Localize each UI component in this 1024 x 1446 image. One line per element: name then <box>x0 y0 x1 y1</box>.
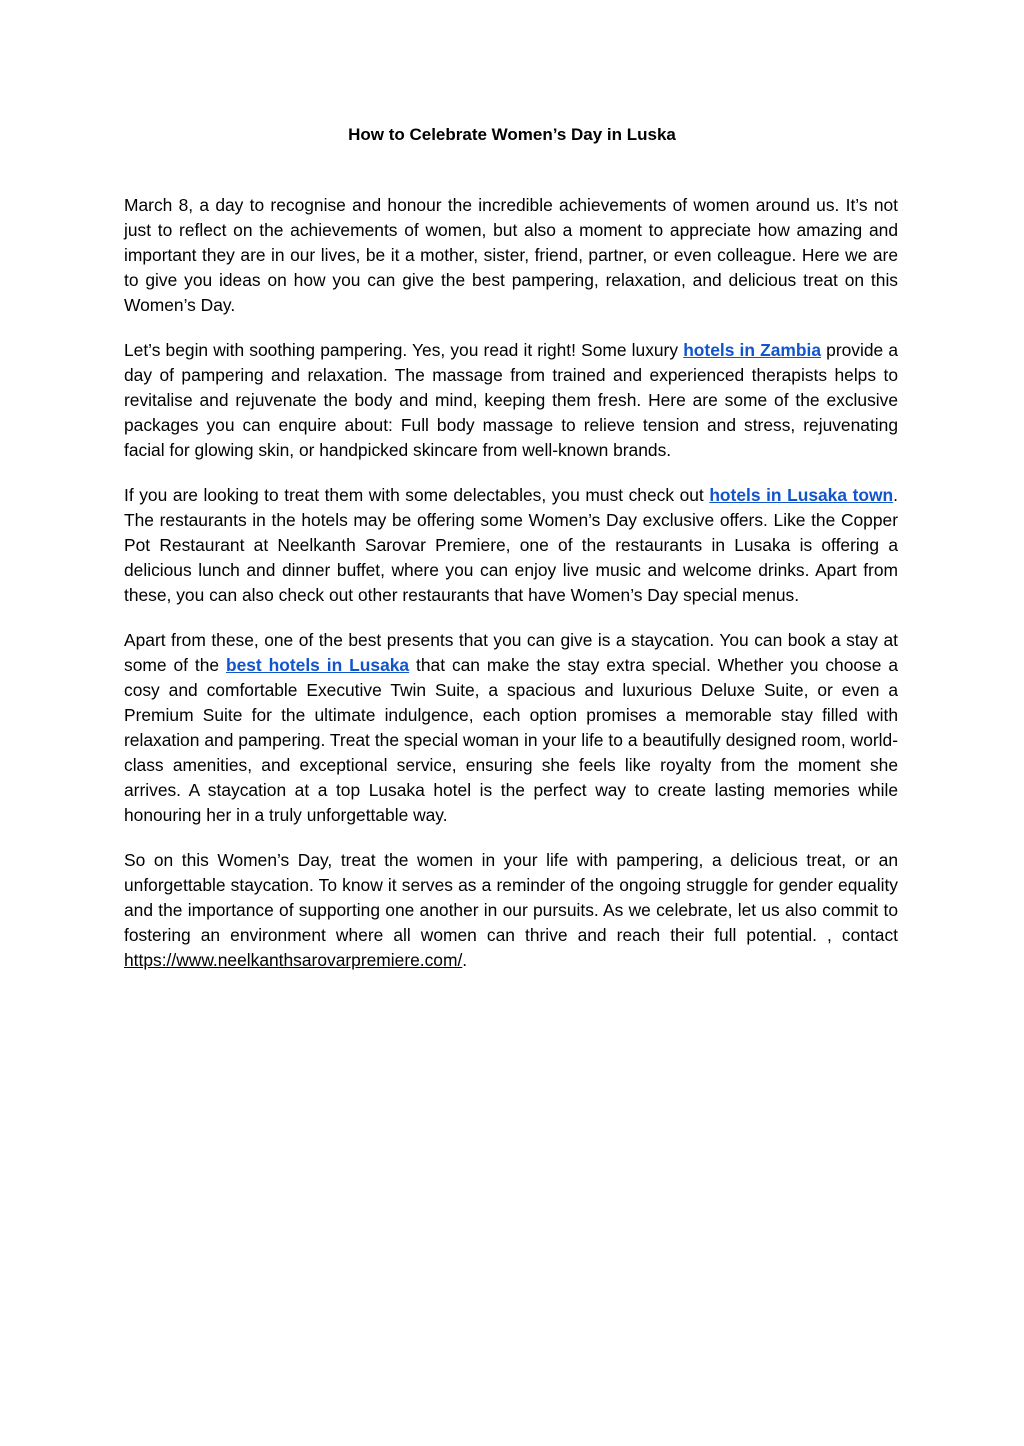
paragraph-conclusion-text-after: . <box>462 950 468 970</box>
paragraph-pampering-text-after: provide a day of pampering and relaxation. The massage from trained and experienced therapists helps to revitalise and rejuvenate the body and mind, keeping them fresh. Here are some of the exclusive packages you can enquire about: Full body massage to relieve tension and stress, rejuvenating facial for glowing skin, or handpicked skincare from well-known brands. <box>124 340 898 460</box>
paragraph-conclusion-text-before: So on this Women’s Day, treat the women in your life with pampering, a delicious treat, or an unforgettable staycation. To know it serves as a reminder of the ongoing struggle for gender equality and the importance of supporting one another in our pursuits. As we celebrate, let us also commit to fostering an environment where all women can thrive and reach their full potential. , contact <box>124 850 898 945</box>
paragraph-intro-text: March 8, a day to recognise and honour the incredible achievements of women around us. It’s not just to reflect on the achievements of women, but also a moment to appreciate how amazing and important they are in our lives, be it a mother, sister, friend, partner, or even colleague. Here we are to give you ideas on how you can give the best pampering, relaxation, and delicious treat on this Women’s Day. <box>124 195 898 315</box>
document-title: How to Celebrate Women’s Day in Luska <box>348 125 676 144</box>
website-url-link[interactable]: https://www.neelkanthsarovarpremiere.com/ <box>124 950 463 970</box>
paragraph-intro <box>124 193 898 318</box>
best-hotels-in-lusaka-link[interactable]: best hotels in Lusaka <box>225 655 410 675</box>
paragraph-conclusion <box>124 848 898 973</box>
document-body <box>124 193 898 993</box>
paragraph-delectables <box>124 483 898 608</box>
paragraph-staycation-text-after: that can make the stay extra special. Whether you choose a cosy and comfortable Executive Twin Suite, a spacious and luxurious Deluxe Suite, or even a Premium Suite for the ultimate indulgence, each option promises a memorable stay filled with relaxation and pampering. Treat the special woman in your life to a beautifully designed room, world-class amenities, and exceptional service, ensuring she feels like royalty from the moment she arrives. A staycation at a top Lusaka hotel is the perfect way to create lasting memories while honouring her in a truly unforgettable way. <box>124 655 898 825</box>
paragraph-delectables-text-after: . The restaurants in the hotels may be offering some Women’s Day exclusive offers. Like the Copper Pot Restaurant at Neelkanth Sarovar Premiere, one of the restaurants in Lusaka is offering a delicious lunch and dinner buffet, where you can enjoy live music and welcome drinks. Apart from these, you can also check out other restaurants that have Women’s Day special menus. <box>124 485 898 605</box>
paragraph-delectables-text-before: If you are looking to treat them with some delectables, you must check out <box>124 485 710 505</box>
hotels-in-lusaka-town-link[interactable]: hotels in Lusaka town <box>709 485 894 505</box>
paragraph-pampering-text-before: Let’s begin with soothing pampering. Yes, you read it right! Some luxury <box>124 340 684 360</box>
paragraph-staycation <box>124 628 898 828</box>
paragraph-staycation-text-before: Apart from these, one of the best presents that you can give is a staycation. You can book a stay at some of the <box>124 630 898 675</box>
paragraph-pampering <box>124 338 898 463</box>
hotels-in-zambia-link[interactable]: hotels in Zambia <box>683 340 822 360</box>
